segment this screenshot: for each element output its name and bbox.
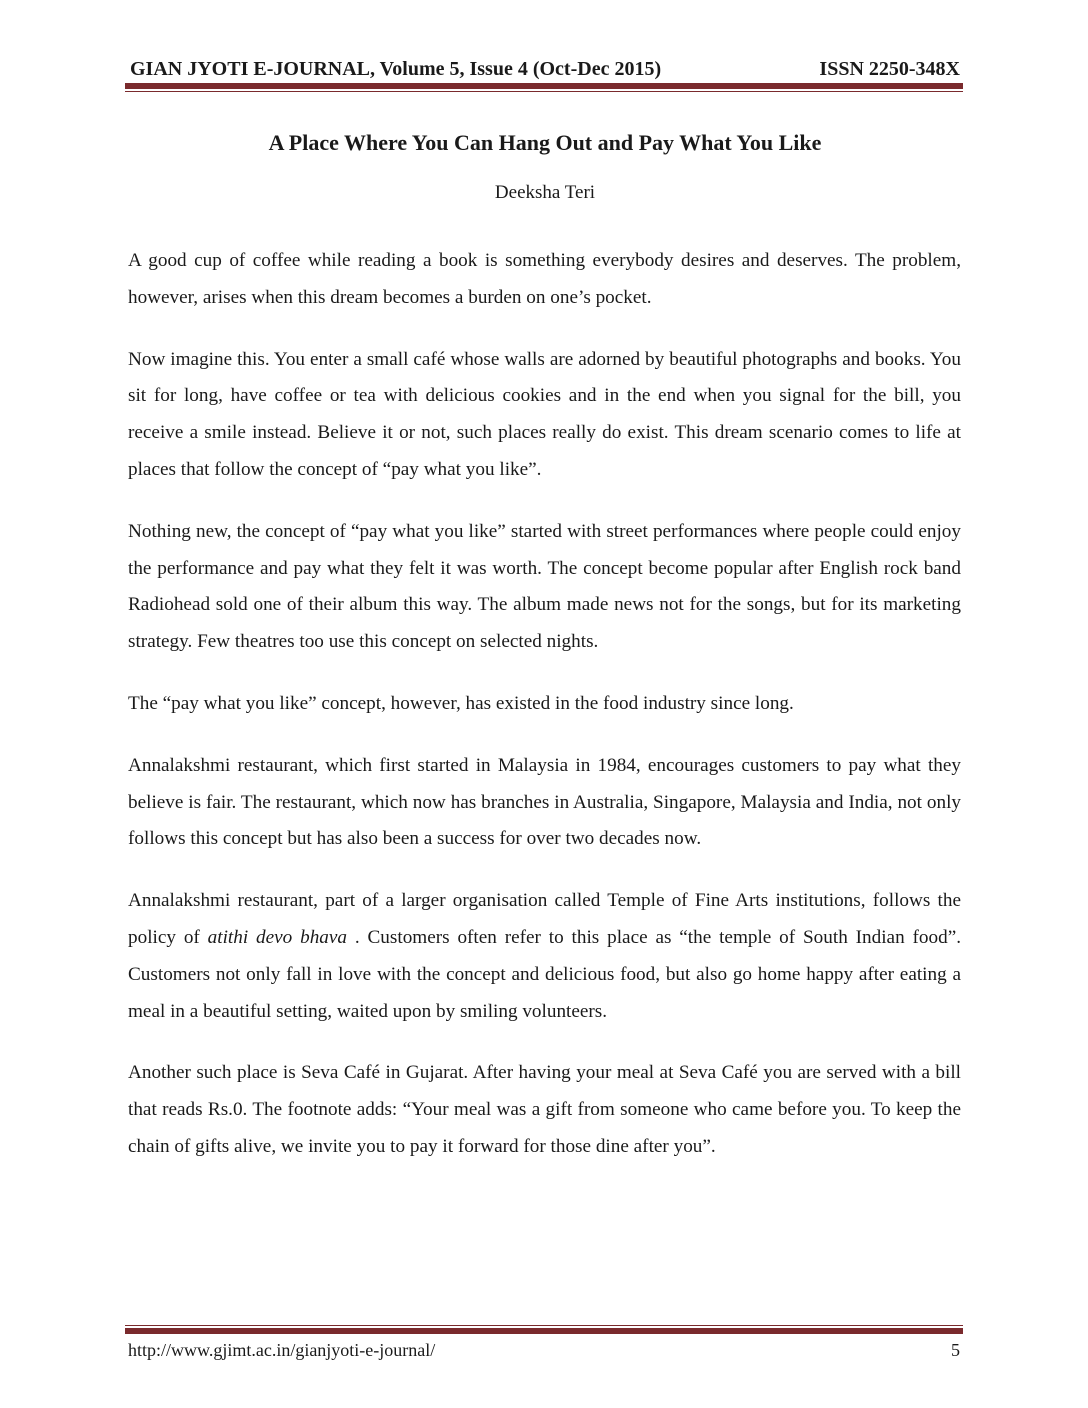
italic-phrase: atithi devo bhava [207, 926, 347, 948]
running-footer [128, 1337, 962, 1363]
header-rule-thick [125, 83, 963, 89]
paragraph-text: . Customers often refer to this place as “the temple of South Indian food”. Customers not only fall in love with the concept and delicious food, but also go home happy after eating a meal in a beautiful setting, waited upon by smiling volunteers. [128, 926, 962, 1022]
page-number: 5 [951, 1340, 960, 1360]
paragraph: Another such place is Seva Café in Gujarat. After having your meal at Seva Café you are served with a bill that reads Rs.0. The footnote adds: “Your meal was a gift from someone who came before you. To keep the chain of gifts alive, we invite you to pay it forward for those dine after you”. [128, 1062, 961, 1157]
paragraph [128, 883, 961, 1030]
paragraph: The “pay what you like” concept, however, has existed in the food industry since long. [128, 692, 794, 714]
article-body [128, 243, 961, 1191]
journal-url[interactable]: http://www.gjimt.ac.in/gianjyoti-e-journal/ [128, 1340, 436, 1360]
paragraph: Nothing new, the concept of “pay what you like” started with street performances where people could enjoy the performance and pay what they felt it was worth. The concept become popular after English rock band Radiohead sold one of their album this way. The album made news not for the songs, but for its marketing strategy. Few theatres too use this concept on selected nights. [128, 520, 961, 653]
issn: ISSN 2250-348X [819, 58, 960, 80]
article-author: Deeksha Teri [494, 182, 596, 203]
journal-name: GIAN JYOTI E-JOURNAL, Volume 5, Issue 4 (Oct-Dec 2015) [130, 58, 662, 80]
paragraph: Annalakshmi restaurant, which first started in Malaysia in 1984, encourages customers to pay what they believe is fair. The restaurant, which now has branches in Australia, Singapore, Malaysia and India, not only follows this concept but has also been a success for over two decades now. [128, 754, 961, 850]
paragraph: A good cup of coffee while reading a book is something everybody desires and deserves. The problem, however, arises when this dream becomes a burden on one’s pocket. [128, 250, 961, 308]
header-rule-thin [125, 91, 963, 92]
paragraph: Now imagine this. You enter a small café whose walls are adorned by beautiful photographs and books. You sit for long, have coffee or tea with delicious cookies and in the end when you signal for the bill, you receive a smile instead. Believe it or not, such places really do exist. This dream scenario comes to life at places that follow the concept of “pay what you like”. [128, 348, 961, 480]
paragraph-text: Annalakshmi restaurant, part of a larger organisation called Temple of Fine Arts institutions, follows the policy of [128, 890, 961, 948]
footer-rule-thin [125, 1325, 963, 1326]
footer-rule-thick [125, 1328, 963, 1334]
article-title: A Place Where You Can Hang Out and Pay What You Like [268, 130, 822, 155]
running-header [128, 56, 962, 82]
